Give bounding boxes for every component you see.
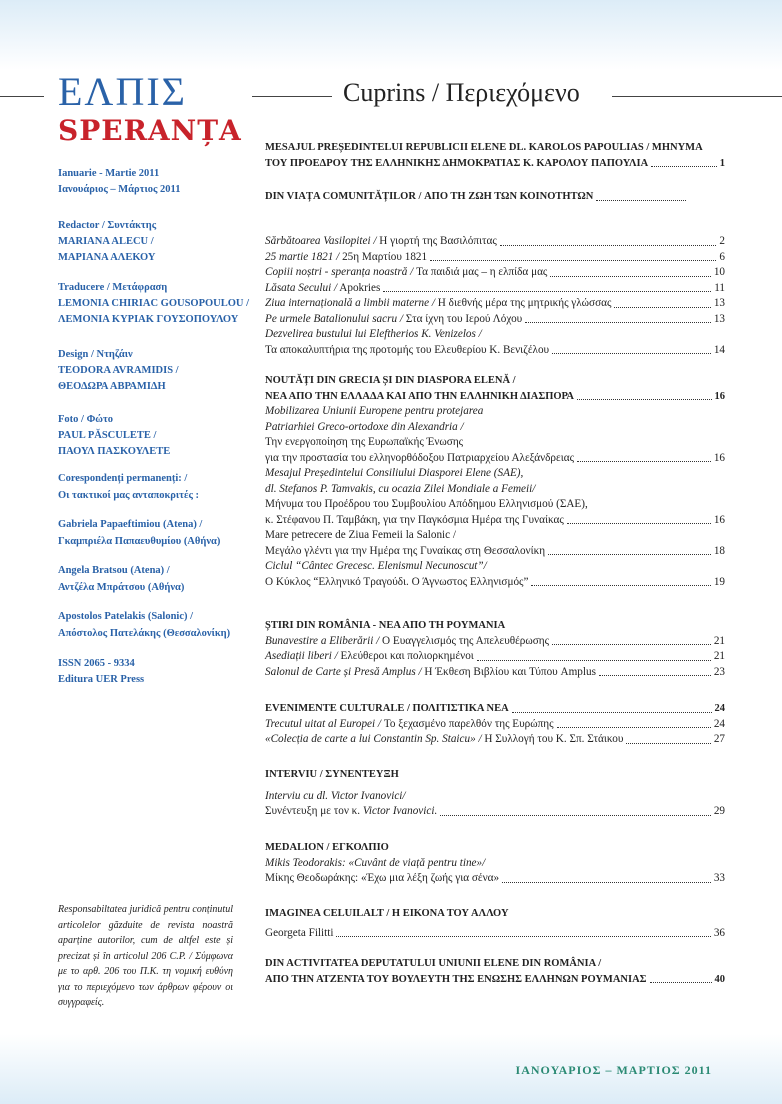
translation-ro: LEMONIA CHIRIAC GOUSOPOULOU / [58, 298, 250, 309]
issue-gr: Ιανουάριος – Μάρτιος 2011 [58, 184, 181, 195]
toc-section-title: DIN ACTIVITATEA DEPUTATULUI UNIUNII ELENE DIN ROMÂNIA / [265, 958, 602, 969]
issue-info [58, 166, 253, 198]
page-title: Cuprins / Περιεχόμενο [343, 78, 580, 107]
corr1-gr: Γκαμπριέλα Παπαευθυμίου (Αθήνα) [58, 536, 221, 547]
toc-entry[interactable] [265, 156, 725, 172]
toc-entry[interactable]: Pe urmele Batalionului sacru / Στα ίχνη του Ιερού Λόχου 13 [265, 312, 725, 325]
toc-entry[interactable]: Μίκης Θεοδωράκης: «Έχω μια λέξη ζωής για σένα» 33 [265, 872, 725, 884]
top-gradient-band [0, 0, 782, 70]
toc-leader [596, 189, 686, 201]
toc-entry[interactable]: Μεγάλο γλέντι για την Ημέρα της Γυναίκας στη Θεσσαλονίκη 18 [265, 544, 725, 557]
corr3-gr: Απόστολος Πατελάκης (Θεσσαλονίκη) [58, 628, 231, 639]
toc-entry-line: Mobilizarea Uniunii Europene pentru protejarea [265, 405, 484, 417]
toc-entry-title: ΤΟΥ ΠΡΟΕΔΡΟΥ ΤΗΣ ΕΛΛΗΝΙΚΗΣ ΔΗΜΟΚΡΑΤΙΑΣ Κ. ΚΑΡΟΛΟΥ ΠΑΠΟΥΛΙΑ [265, 157, 649, 169]
translation-label: Traducere / Μετάφραση [58, 282, 168, 293]
photo-label: Foto / Φώτο [58, 414, 114, 425]
toc-entry[interactable]: ΑΠΟ ΤΗΝ ΑΤΖΕΝΤΑ ΤΟΥ ΒΟΥΛΕΥΤΗ ΤΗΣ ΕΝΩΣΗΣ ΕΛΛΗΝΩΝ ΡΟΥΜΑΝΙΑΣ 40 [265, 973, 725, 985]
toc-section-title: ȘTIRI DIN ROMÂNIA - ΝΕΑ ΑΠΟ ΤΗ ΡΟΥΜΑΝΙΑ [265, 620, 506, 631]
header-rule-right [612, 96, 782, 97]
toc-entry[interactable]: Salonul de Carte și Presă Amplus / Η Έκθεση Βιβλίου και Τύπου Amplus 23 [265, 665, 725, 678]
toc-section-title: IMAGINEA CELUILALT / Η ΕΙΚΟΝΑ ΤΟΥ ΑΛΛΟΥ [265, 908, 509, 919]
translation-block [58, 280, 253, 328]
corr1-ro: Gabriela Papaeftimiou (Atena) / [58, 519, 203, 530]
toc-entry-line: Mare petrecere de Ziua Femeii la Salonic / [265, 529, 457, 541]
toc-entry[interactable]: Τα αποκαλυπτήρια της προτομής του Ελευθερίου Κ. Βενιζέλου 14 [265, 343, 725, 356]
toc-entry[interactable]: ΝΕΑ ΑΠΟ ΤΗΝ ΕΛΛΑΔΑ ΚΑΙ ΑΠΟ ΤΗΝ ΕΛΛΗΝΙΚΗ ΔΙΑΣΠΟΡΑ 16 [265, 390, 725, 402]
toc-entry[interactable]: Lăsata Secului / Apokries 11 [265, 281, 725, 294]
toc-entry-line: Patriarhiei Greco-ortodoxe din Alexandria / [265, 420, 464, 433]
issn: ISSN 2065 - 9334 [58, 658, 135, 669]
toc-entry-line: Μήνυμα του Προέδρου του Συμβουλίου Απόδημου Ελληνισμού (ΣΑΕ), [265, 498, 588, 510]
toc-section-title: MESAJUL PREȘEDINTELUI REPUBLICII ELENE DL. KAROLOS PAPOULIAS / ΜΗΝΥΜΑ [265, 142, 703, 153]
photo-block [58, 412, 253, 460]
toc-entry-line: Dezvelirea bustului lui Eleftherios K. Venizelos / [265, 328, 482, 340]
photo-ro: PAUL PĂSCULETE / [58, 430, 157, 441]
toc-section-title: MEDALION / ΕΓΚΟΛΠΙΟ [265, 842, 389, 853]
design-ro: TEODORA AVRAMIDIS / [58, 365, 179, 376]
toc-entry[interactable]: κ. Στέφανου Π. Ταμβάκη, για την Παγκόσμια Ημέρα της Γυναίκας 16 [265, 513, 725, 526]
toc-section-communities [265, 189, 725, 205]
design-gr: ΘΕΟΔΩΡΑ ΑΒΡΑΜΙΔΗ [58, 381, 166, 392]
toc-entry[interactable]: Bunavestire a Eliberării / Ο Ευαγγελισμός της Απελευθέρωσης 21 [265, 634, 725, 647]
toc-section-title: INTERVIU / ΣΥΝΕΝΤΕΥΞΗ [265, 769, 399, 780]
design-block [58, 347, 253, 395]
toc-section-image-of-other [265, 906, 725, 941]
toc-entry[interactable]: Copiii noștri - speranța noastră / Τα παιδιά μας – η ελπίδα μας 10 [265, 266, 725, 278]
toc-entry[interactable]: για την προστασία του ελληνορθόδοξου Πατριαρχείου Αλεξάνδρειας 16 [265, 451, 725, 464]
toc-section-title-text: DIN VIAȚA COMUNITĂȚILOR / ΑΠΟ ΤΗ ΖΩΗ ΤΩΝ ΚΟΙΝΟΤΗΤΩΝ [265, 191, 594, 202]
toc-entry-line: Ciclul “Cântec Grecesc. Elenismul Necunoscut”/ [265, 560, 487, 572]
toc-list-communities [265, 234, 725, 358]
header-rule-middle [252, 96, 332, 97]
toc-entry-line: Mikis Teodorakis: «Cuvânt de viață pentru tine»/ [265, 856, 486, 869]
issue-ro: Ianuarie - Martie 2011 [58, 168, 160, 179]
toc-section-president-message [265, 140, 725, 171]
corr-label-ro: Corespondenți permanenți: / [58, 473, 188, 484]
toc-entry-line: Την ενεργοποίηση της Ευρωπαϊκής Ένωσης [265, 436, 464, 448]
corr2-gr: Αντζέλα Μπράτσου (Αθήνα) [58, 582, 185, 593]
corr2-ro: Angela Bratsou (Atena) / [58, 565, 170, 576]
translation-gr: ΛΕΜΟΝΙΑ ΚΥΡΙΑΚ ΓΟΥΣΟΠΟΥΛΟΥ [58, 314, 239, 325]
corr3-ro: Apostolos Patelakis (Salonic) / [58, 611, 194, 622]
publication-info [58, 656, 253, 688]
logo-elpis: ΕΛΠΙΣ [58, 69, 187, 114]
toc-section-title: NOUTĂȚI DIN GRECIA ȘI DIN DIASPORA ELENĂ / [265, 375, 516, 386]
footer-issue-date: ΙΑΝΟΥΑΡΙΟΣ – ΜΑΡΤΙΟΣ 2011 [515, 1063, 712, 1077]
toc-entry[interactable]: Georgeta Filitti 36 [265, 926, 725, 939]
toc-entry-line: Mesajul Președintelui Consiliului Diasporei Elene (SAE), [265, 467, 524, 479]
photo-gr: ΠΑΟΥΛ ΠΑΣΚΟΥΛΕΤΕ [58, 446, 171, 457]
design-label: Design / Ντηζάιν [58, 349, 133, 360]
toc-section-greece-news [265, 373, 725, 590]
toc-section-interview [265, 767, 725, 820]
toc-entry[interactable]: Asediații liberi / Ελεύθεροι και πολιορκημένοι 21 [265, 650, 725, 662]
logo-speranta: SPERANȚA [58, 114, 242, 147]
editor-label: Redactor / Συντάκτης [58, 220, 157, 231]
toc-section-romania-news [265, 618, 725, 680]
publisher: Editura UER Press [58, 674, 145, 685]
editor-block [58, 218, 253, 266]
toc-entry[interactable]: Ο Κύκλος “Ελληνικό Τραγούδι. Ο Άγνωστος Ελληνισμός” 19 [265, 575, 725, 588]
header-rule-left [0, 96, 44, 97]
toc-entry[interactable]: Trecutul uitat al Europei / Το ξεχασμένο παρελθόν της Ευρώπης 24 [265, 717, 725, 730]
editor-ro: MARIANA ALECU / [58, 236, 154, 247]
toc-page-number: 1 [719, 157, 725, 169]
toc-entry[interactable]: «Colecția de carte a lui Constantin Sp. Staicu» / Η Συλλογή του Κ. Σπ. Στάικου 27 [265, 733, 725, 745]
toc-section-cultural-events [265, 701, 725, 748]
toc-section-deputy-activity [265, 956, 725, 987]
toc-leader [651, 156, 717, 168]
legal-disclaimer: Responsabiltatea juridică pentru conținutul articolelor găzduite de revista noastră aparține autorilor, cum de altfel este și precizat și în articolul 206 C.P. / Σύμφωνα με το αρθ. 206 του Π.Κ. τη νομική ευθύνη για το περιεχόμενο των άρθρων φέρουν οι συγγραφείς. [58, 904, 233, 1008]
toc-section-medallion [265, 840, 725, 887]
toc-entry[interactable]: EVENIMENTE CULTURALE / ΠΟΛΙΤΙΣΤΙΚΑ ΝΕΑ 24 [265, 703, 725, 714]
correspondents-block [58, 470, 253, 642]
toc-entry[interactable]: 25 martie 1821 / 25η Μαρτίου 1821 6 [265, 250, 725, 263]
toc-entry[interactable]: Συνέντευξη με τον κ. Victor Ivanovici. 29 [265, 805, 725, 817]
toc-entry-line: Interviu cu dl. Victor Ivanovici/ [265, 789, 406, 802]
editor-gr: ΜΑΡΙΑΝΑ ΑΛΕΚΟΥ [58, 252, 156, 263]
toc-entry[interactable]: Sărbătoarea Vasilopitei / Η γιορτή της Βασιλόπιτας 2 [265, 235, 725, 247]
toc-section-title [265, 189, 725, 205]
toc-entry-line: dl. Stefanos P. Tamvakis, cu ocazia Zilei Mondiale a Femeii/ [265, 482, 536, 495]
toc-entry[interactable]: Ziua internațională a limbii materne / Η διεθνής μέρα της μητρικής γλώσσας 13 [265, 297, 725, 309]
corr-label-gr: Οι τακτικοί μας ανταποκριτές : [58, 490, 200, 501]
